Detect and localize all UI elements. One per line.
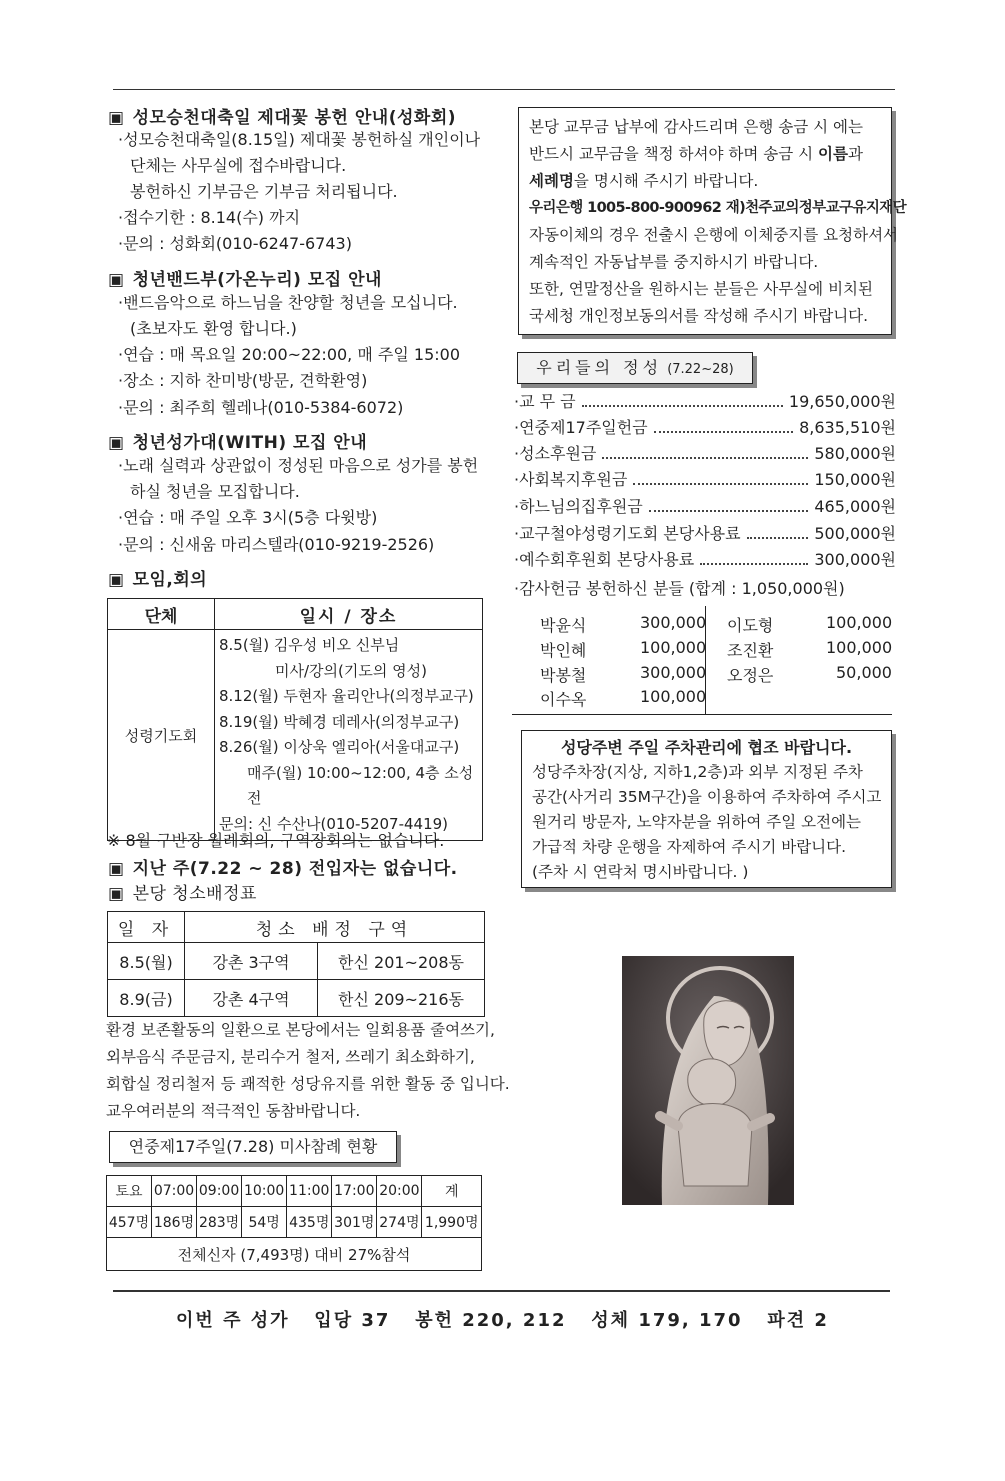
donor-amount: 300,000 xyxy=(640,663,707,682)
offering-title: 우리들의 정성 xyxy=(536,358,663,377)
parking-notice-box xyxy=(521,730,892,888)
offering-row: ·교 무 금 19,650,000원 xyxy=(514,389,896,415)
donor-amount: 100,000 xyxy=(640,687,707,706)
square-bullet-icon: ▣ xyxy=(108,570,125,590)
note-meeting: ※ 8월 구반장 월례회의, 구역장회의는 없습니다. xyxy=(107,831,445,850)
mass-attendance-table xyxy=(106,1175,482,1271)
mass-value: 1,990명 xyxy=(422,1207,482,1238)
choir-line: ·연습 : 매 주일 오후 3시(5층 다윗방) xyxy=(118,508,378,527)
donor-name: 박봉철 xyxy=(540,666,587,685)
offering-row: ·성소후원금 580,000원 xyxy=(514,441,896,467)
cleaning-header-area: 청소 배정 구역 xyxy=(185,912,485,943)
flower-line: 단체는 사무실에 접수바랍니다. xyxy=(130,156,347,175)
madonna-statue-drawing xyxy=(622,956,794,1205)
square-bullet-icon: ▣ xyxy=(108,884,125,904)
mass-header: 17:00 xyxy=(332,1176,377,1207)
offering-title-box xyxy=(517,352,753,384)
cleaning-area-a: 강촌 4구역 xyxy=(185,980,318,1017)
meeting-row: 문의: 신 수산나(010-5207-4419) xyxy=(219,814,449,833)
tithe-line: 또한, 연말정산을 원하시는 분들은 사무실에 비치된 xyxy=(529,280,873,298)
section-title-choir: ▣ 청년성가대(WITH) 모집 안내 xyxy=(108,433,368,453)
cleaning-table xyxy=(107,911,485,1017)
parking-line: (주차 시 연락처 명시바랍니다. ) xyxy=(532,863,749,881)
tithe-bold-name: 이름 xyxy=(818,145,848,163)
band-line: (초보자도 환영 합니다.) xyxy=(130,319,297,338)
offering-period: (7.22~28) xyxy=(667,362,734,377)
donor-amount: 100,000 xyxy=(640,638,707,657)
tithe-line: 세례명을 명시해 주시기 바랍니다. xyxy=(529,172,759,190)
band-line: ·장소 : 지하 찬미방(방문, 견학환영) xyxy=(118,371,368,390)
mass-header: 11:00 xyxy=(287,1176,332,1207)
offering-row: ·하느님의집후원금 465,000원 xyxy=(514,494,896,520)
section-title-flower: ▣ 성모승천대축일 제대꽃 봉헌 안내(성화회) xyxy=(108,108,457,128)
bottom-rule xyxy=(113,1290,890,1292)
mass-header: 07:00 xyxy=(151,1176,196,1207)
tithe-line: 국세청 개인정보동의서를 작성해 주시기 바랍니다. xyxy=(529,307,869,325)
mass-header: 토요 xyxy=(107,1176,152,1207)
donor-name: 이도형 xyxy=(727,616,774,635)
flower-line: ·접수기한 : 8.14(수) 까지 xyxy=(118,208,301,227)
bank-account: 우리은행 1005-800-900962 재)천주교의정부교구유지재단 xyxy=(529,200,907,216)
cleaning-date: 8.5(월) xyxy=(108,943,185,980)
tithe-line: 본당 교무금 납부에 감사드리며 은행 송금 시 에는 xyxy=(529,118,863,136)
meeting-row: 8.19(월) 박혜경 데레사(의정부교구) xyxy=(219,712,460,731)
cleaning-area-b: 한신 209~216동 xyxy=(318,980,485,1017)
mass-value: 301명 xyxy=(332,1207,377,1238)
donor-amount: 300,000 xyxy=(640,613,707,632)
offering-row: ·교구철야성령기도회 본당사용료 500,000원 xyxy=(514,521,896,547)
offering-row: ·사회복지후원금 150,000원 xyxy=(514,467,896,493)
parking-title: 성당주변 주일 주차관리에 협조 바랍니다. xyxy=(560,738,853,757)
meeting-table xyxy=(107,598,483,841)
mass-header: 09:00 xyxy=(197,1176,242,1207)
environment-line: 회합실 정리철저 등 쾌적한 성당유지를 위한 활동 중 입니다. xyxy=(106,1075,510,1093)
section-title-meeting: ▣ 모임,회의 xyxy=(108,570,208,590)
meeting-schedule-cell xyxy=(215,630,483,841)
choir-line: ·문의 : 신새움 마리스텔라(010-9219-2526) xyxy=(118,535,435,554)
donor-amount: 100,000 xyxy=(826,638,893,657)
note-transfer: ▣ 지난 주(7.22 ~ 28) 전입자는 없습니다. xyxy=(108,859,458,879)
mass-value: 54명 xyxy=(242,1207,287,1238)
meeting-row: 매주(월) 10:00~12:00, 4층 소성전 xyxy=(247,763,474,807)
mass-header: 계 xyxy=(422,1176,482,1207)
mass-value: 186명 xyxy=(151,1207,196,1238)
environment-notice xyxy=(106,1017,510,1125)
band-line: ·연습 : 매 목요일 20:00~22:00, 매 주일 15:00 xyxy=(118,345,461,364)
environment-line: 외부음식 주문금지, 분리수거 철저, 쓰레기 최소화하기, xyxy=(106,1048,475,1066)
donor-name: 이수옥 xyxy=(540,690,587,709)
parking-line: 원거리 방문자, 노약자분을 위하여 주일 오전에는 xyxy=(532,813,862,831)
tithe-line: 반드시 교무금을 책정 하셔야 하며 송금 시 이름과 xyxy=(529,145,863,163)
parking-line: 성당주차장(지상, 지하1,2층)과 외부 지정된 주차 xyxy=(532,763,863,781)
donor-amount: 50,000 xyxy=(836,663,892,682)
mass-header: 10:00 xyxy=(242,1176,287,1207)
cleaning-header-date: 일 자 xyxy=(108,912,185,943)
offering-row: ·연중제17주일헌금 8,635,510원 xyxy=(514,415,896,441)
tithe-notice-box xyxy=(518,107,907,335)
mass-value: 274명 xyxy=(377,1207,422,1238)
square-bullet-icon: ▣ xyxy=(108,108,125,128)
donor-name: 박인혜 xyxy=(540,641,587,660)
tithe-line: 자동이체의 경우 전출시 은행에 이체중지를 요청하셔서 xyxy=(529,226,899,244)
parking-line: 공간(사거리 35M구간)을 이용하여 주차하여 주시고 xyxy=(532,788,882,806)
square-bullet-icon: ▣ xyxy=(108,859,125,879)
madonna-statue-image xyxy=(622,956,794,1205)
top-rule xyxy=(113,89,895,90)
donor-name: 박윤식 xyxy=(540,616,587,635)
tithe-line: 계속적인 자동납부를 중지하시기 바랍니다. xyxy=(529,253,819,271)
meeting-header-schedule: 일시 / 장소 xyxy=(215,599,483,630)
environment-line: 교우여러분의 적극적인 동참바랍니다. xyxy=(106,1102,361,1120)
meeting-row: 미사/강의(기도의 영성) xyxy=(275,661,427,680)
meeting-group-name: 성령기도회 xyxy=(108,630,215,841)
mass-value: 435명 xyxy=(287,1207,332,1238)
parking-line: 가급적 차량 운행을 자제하여 주시기 바랍니다. xyxy=(532,838,847,856)
cleaning-date: 8.9(금) xyxy=(108,980,185,1017)
section-title-cleaning: ▣ 본당 청소배정표 xyxy=(108,884,257,904)
mass-header: 20:00 xyxy=(377,1176,422,1207)
mass-summary: 전체신자 (7,493명) 대비 27%참석 xyxy=(107,1238,482,1271)
donor-amount: 100,000 xyxy=(826,613,893,632)
flower-line: ·문의 : 성화회(010-6247-6743) xyxy=(118,234,352,253)
offering-row: ·예수회후원회 본당사용료 300,000원 xyxy=(514,547,896,573)
flower-line: ·성모승천대축일(8.15일) 제대꽃 봉헌하실 개인이나 xyxy=(118,130,481,149)
meeting-row: 8.26(월) 이상욱 엘리아(서울대교구) xyxy=(219,738,460,756)
mass-value: 457명 xyxy=(107,1207,152,1238)
band-line: ·문의 : 최주희 헬레나(010-5384-6072) xyxy=(118,398,404,417)
section-title-band: ▣ 청년밴드부(가온누리) 모집 안내 xyxy=(108,270,382,290)
square-bullet-icon: ▣ xyxy=(108,270,125,290)
thanks-offering-title: ·감사헌금 봉헌하신 분들 (합계 : 1,050,000원) xyxy=(514,579,845,598)
mass-title-box xyxy=(109,1131,397,1163)
weekly-hymns: 이번 주 성가 입당 37 봉헌 220, 212 성체 179, 170 파견 2 xyxy=(176,1310,829,1331)
meeting-header-group: 단체 xyxy=(108,599,215,630)
choir-line: ·노래 실력과 상관없이 정성된 마음으로 성가를 봉헌 xyxy=(118,456,479,475)
meeting-row: 8.5(월) 김우성 비오 신부님 xyxy=(219,636,400,654)
cleaning-area-b: 한신 201~208동 xyxy=(318,943,485,980)
square-bullet-icon: ▣ xyxy=(108,433,125,453)
mass-value: 283명 xyxy=(197,1207,242,1238)
donor-name: 오정은 xyxy=(727,666,774,685)
meeting-row: 8.12(월) 두현자 율리안나(의정부교구) xyxy=(219,687,474,705)
band-line: ·밴드음악으로 하느님을 찬양할 청년을 모십니다. xyxy=(118,293,458,312)
mass-title: 연중제17주일(7.28) 미사참례 현황 xyxy=(128,1137,378,1156)
cleaning-area-a: 강촌 3구역 xyxy=(185,943,318,980)
donor-name: 조진환 xyxy=(727,641,774,660)
environment-line: 환경 보존활동의 일환으로 본당에서는 일회용품 줄여쓰기, xyxy=(106,1021,495,1039)
choir-line: 하실 청년을 모집합니다. xyxy=(130,482,300,501)
flower-line: 봉헌하신 기부금은 기부금 처리됩니다. xyxy=(130,182,398,201)
tithe-bold-baptism: 세례명 xyxy=(529,172,574,190)
